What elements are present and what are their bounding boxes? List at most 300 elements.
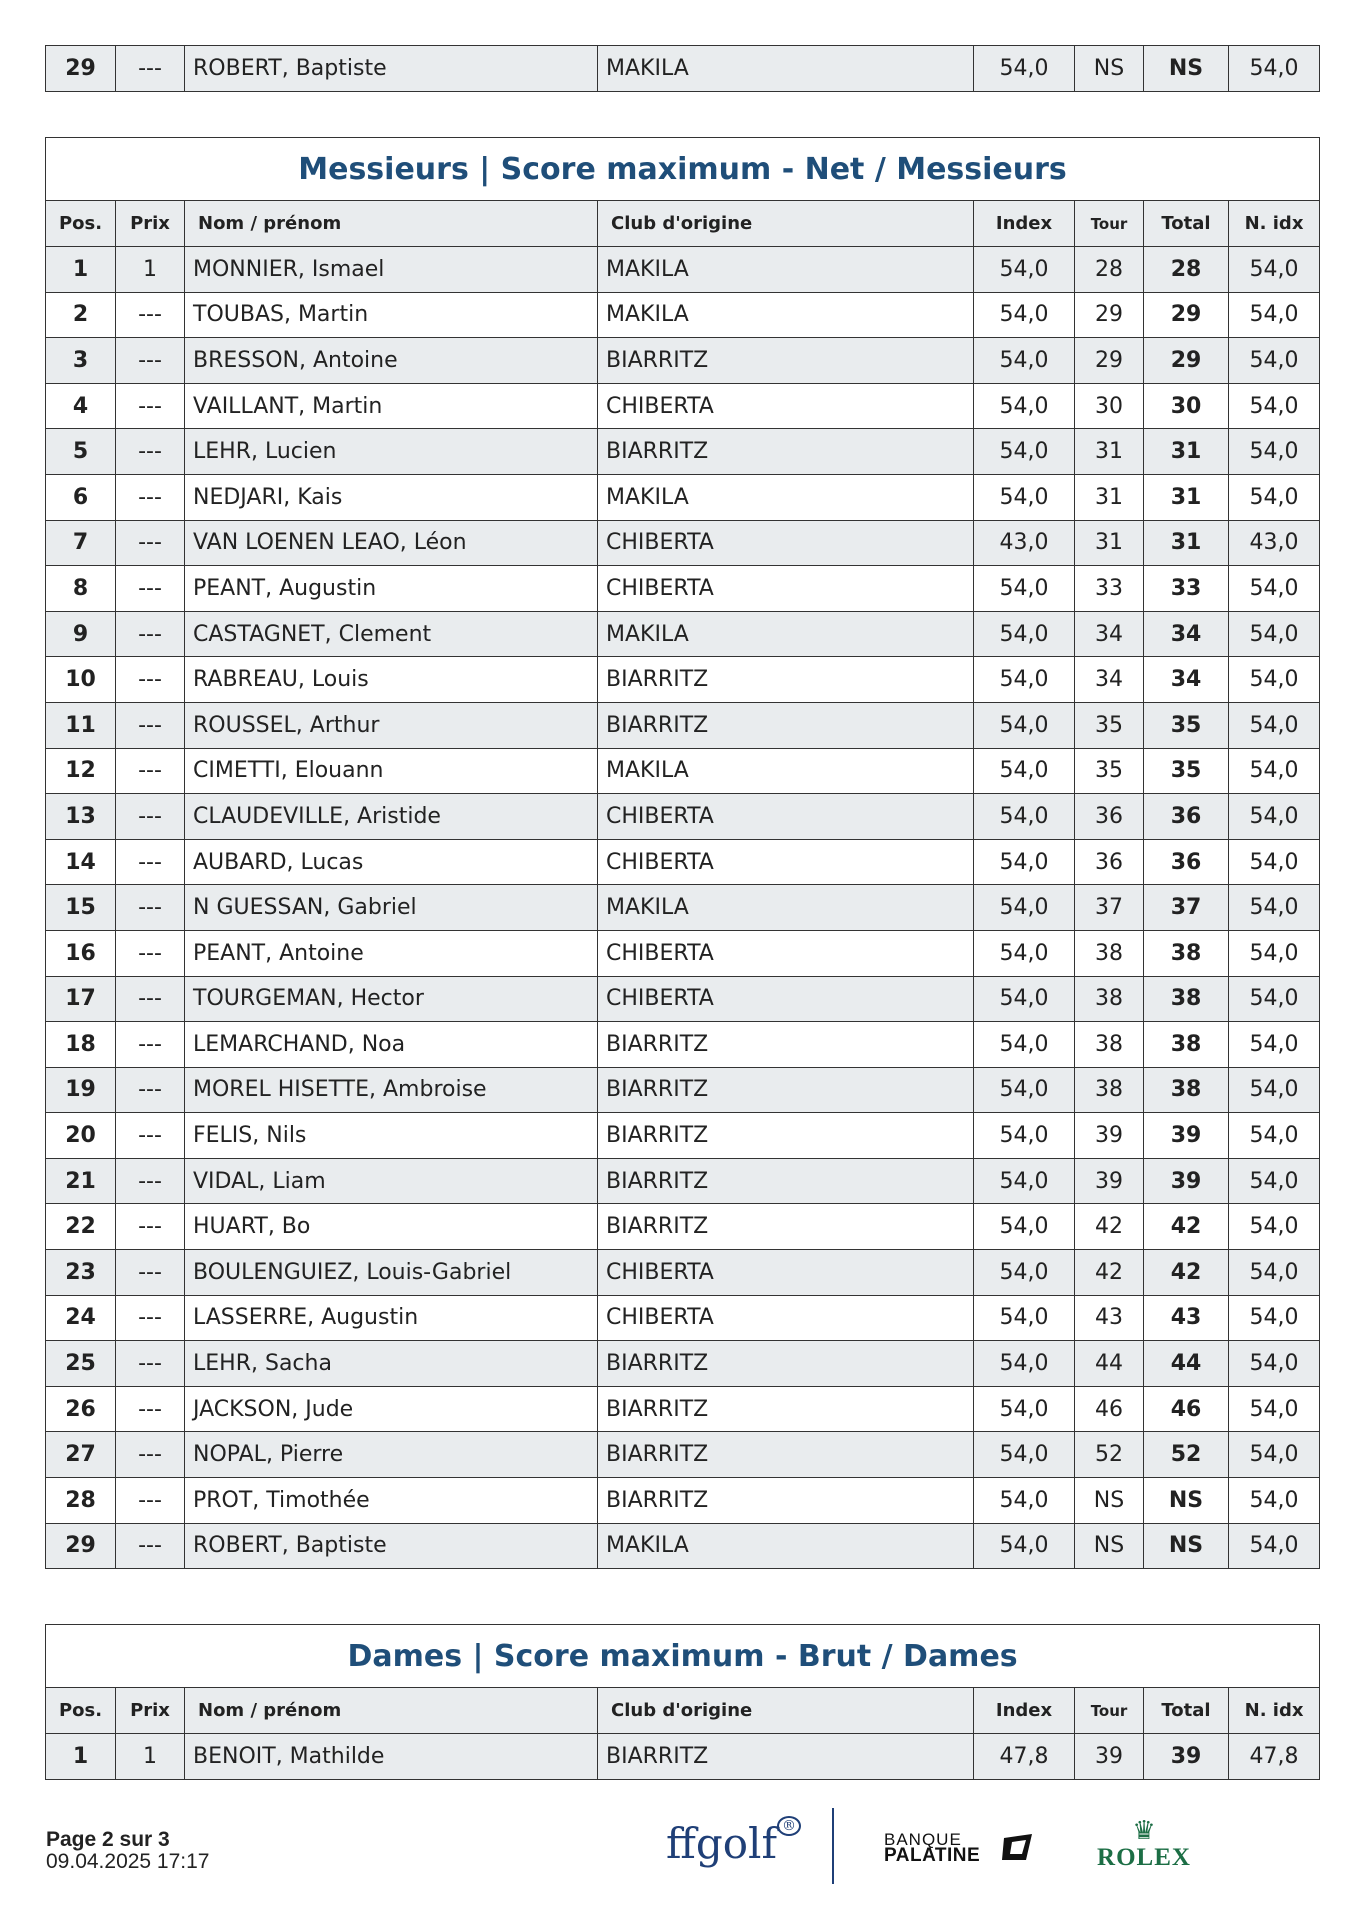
cell-prix: --- — [116, 474, 185, 520]
table-row — [46, 46, 1320, 92]
table-row — [46, 520, 1320, 566]
cell-pos: 2 — [46, 292, 116, 338]
cell-tour: 42 — [1075, 1250, 1144, 1296]
cell-nidx: 54,0 — [1229, 566, 1320, 612]
dames-section-title: Dames | Score maximum - Brut / Dames — [46, 1625, 1320, 1688]
cell-index: 43,0 — [974, 520, 1075, 566]
cell-total: 46 — [1144, 1386, 1229, 1432]
registered-mark-icon: ® — [777, 1816, 801, 1836]
cell-pos: 4 — [46, 383, 116, 429]
cell-index: 54,0 — [974, 429, 1075, 475]
cell-nidx: 54,0 — [1229, 1250, 1320, 1296]
col-header-tour: Tour — [1075, 201, 1144, 247]
rolex-logo — [1094, 1818, 1194, 1872]
cell-index: 54,0 — [974, 247, 1075, 293]
table-row — [46, 1204, 1320, 1250]
footer-divider — [832, 1808, 834, 1884]
cell-prix: --- — [116, 839, 185, 885]
cell-nom: ROBERT, Baptiste — [185, 46, 598, 92]
cell-nom: AUBARD, Lucas — [185, 839, 598, 885]
table-row — [46, 930, 1320, 976]
table-row — [46, 1341, 1320, 1387]
table-row — [46, 1113, 1320, 1159]
cell-index: 54,0 — [974, 1067, 1075, 1113]
cell-club: BIARRITZ — [598, 657, 974, 703]
cell-index: 54,0 — [974, 611, 1075, 657]
col-header-index: Index — [974, 1688, 1075, 1734]
cell-nom: ROBERT, Baptiste — [185, 1523, 598, 1569]
cell-nidx: 54,0 — [1229, 657, 1320, 703]
cell-nidx: 54,0 — [1229, 383, 1320, 429]
cell-tour: 30 — [1075, 383, 1144, 429]
col-header-nidx: N. idx — [1229, 201, 1320, 247]
cell-pos: 19 — [46, 1067, 116, 1113]
cell-prix: --- — [116, 976, 185, 1022]
cell-prix: --- — [116, 702, 185, 748]
cell-prix: --- — [116, 1250, 185, 1296]
cell-pos: 7 — [46, 520, 116, 566]
cell-tour: 44 — [1075, 1341, 1144, 1387]
cell-pos: 8 — [46, 566, 116, 612]
cell-total: NS — [1144, 1478, 1229, 1524]
cell-prix: --- — [116, 885, 185, 931]
cell-index: 54,0 — [974, 1341, 1075, 1387]
cell-total: 39 — [1144, 1734, 1229, 1780]
cell-pos: 22 — [46, 1204, 116, 1250]
cell-nom: LEMARCHAND, Noa — [185, 1022, 598, 1068]
table-row — [46, 702, 1320, 748]
table-row — [46, 1250, 1320, 1296]
cell-pos: 24 — [46, 1295, 116, 1341]
cell-total: 52 — [1144, 1432, 1229, 1478]
cell-nom: LASSERRE, Augustin — [185, 1295, 598, 1341]
col-header-pos: Pos. — [46, 201, 116, 247]
cell-total: 31 — [1144, 520, 1229, 566]
cell-total: 31 — [1144, 474, 1229, 520]
cell-prix: --- — [116, 1341, 185, 1387]
cell-tour: 46 — [1075, 1386, 1144, 1432]
cell-index: 54,0 — [974, 383, 1075, 429]
table-row — [46, 1067, 1320, 1113]
cell-tour: 38 — [1075, 1022, 1144, 1068]
cell-tour: 31 — [1075, 520, 1144, 566]
cell-prix: --- — [116, 930, 185, 976]
cell-index: 54,0 — [974, 976, 1075, 1022]
cell-tour: 29 — [1075, 338, 1144, 384]
cell-nom: NOPAL, Pierre — [185, 1432, 598, 1478]
cell-index: 54,0 — [974, 702, 1075, 748]
cell-club: MAKILA — [598, 474, 974, 520]
cell-total: 38 — [1144, 1022, 1229, 1068]
cell-tour: 35 — [1075, 702, 1144, 748]
table-row — [46, 566, 1320, 612]
cell-tour: 31 — [1075, 429, 1144, 475]
cell-prix: --- — [116, 338, 185, 384]
cell-index: 54,0 — [974, 1022, 1075, 1068]
cell-club: CHIBERTA — [598, 1250, 974, 1296]
cell-nom: NEDJARI, Kais — [185, 474, 598, 520]
table-row — [46, 976, 1320, 1022]
cell-club: MAKILA — [598, 46, 974, 92]
col-header-total: Total — [1144, 1688, 1229, 1734]
cell-pos: 15 — [46, 885, 116, 931]
cell-club: MAKILA — [598, 748, 974, 794]
cell-tour: 42 — [1075, 1204, 1144, 1250]
cell-club: MAKILA — [598, 1523, 974, 1569]
cell-nom: ROUSSEL, Arthur — [185, 702, 598, 748]
cell-tour: 36 — [1075, 839, 1144, 885]
ffgolf-wordmark: ffgolf — [666, 1819, 777, 1868]
cell-prix: --- — [116, 292, 185, 338]
col-header-total: Total — [1144, 201, 1229, 247]
cell-club: CHIBERTA — [598, 1295, 974, 1341]
cell-nom: TOUBAS, Martin — [185, 292, 598, 338]
cell-prix: --- — [116, 1022, 185, 1068]
cell-total: 39 — [1144, 1113, 1229, 1159]
cell-index: 54,0 — [974, 839, 1075, 885]
cell-nom: RABREAU, Louis — [185, 657, 598, 703]
cell-prix: --- — [116, 46, 185, 92]
banque-text: BANQUE — [884, 1830, 962, 1849]
cell-total: 31 — [1144, 429, 1229, 475]
table-row — [46, 657, 1320, 703]
cell-pos: 28 — [46, 1478, 116, 1524]
cell-pos: 25 — [46, 1341, 116, 1387]
cell-nidx: 54,0 — [1229, 839, 1320, 885]
cell-nidx: 54,0 — [1229, 976, 1320, 1022]
cell-nidx: 54,0 — [1229, 429, 1320, 475]
cell-pos: 9 — [46, 611, 116, 657]
top-table-body — [46, 46, 1320, 92]
cell-pos: 21 — [46, 1158, 116, 1204]
cell-club: BIARRITZ — [598, 338, 974, 384]
cell-tour: 39 — [1075, 1158, 1144, 1204]
cell-nidx: 54,0 — [1229, 292, 1320, 338]
cell-prix: --- — [116, 611, 185, 657]
table-row — [46, 1523, 1320, 1569]
cell-pos: 17 — [46, 976, 116, 1022]
cell-prix: --- — [116, 657, 185, 703]
cell-tour: 31 — [1075, 474, 1144, 520]
cell-nidx: 54,0 — [1229, 1432, 1320, 1478]
cell-nom: BENOIT, Mathilde — [185, 1734, 598, 1780]
cell-nidx: 47,8 — [1229, 1734, 1320, 1780]
cell-prix: 1 — [116, 1734, 185, 1780]
cell-pos: 11 — [46, 702, 116, 748]
col-header-club: Club d'origine — [598, 1688, 974, 1734]
cell-club: BIARRITZ — [598, 1432, 974, 1478]
cell-nom: TOURGEMAN, Hector — [185, 976, 598, 1022]
messieurs-results-table — [45, 137, 1320, 1569]
cell-tour: 34 — [1075, 611, 1144, 657]
cell-nom: HUART, Bo — [185, 1204, 598, 1250]
cell-tour: 33 — [1075, 566, 1144, 612]
cell-nom: PEANT, Augustin — [185, 566, 598, 612]
col-header-index: Index — [974, 201, 1075, 247]
cell-index: 54,0 — [974, 1478, 1075, 1524]
cell-tour: 52 — [1075, 1432, 1144, 1478]
cell-prix: 1 — [116, 247, 185, 293]
cell-club: CHIBERTA — [598, 520, 974, 566]
cell-prix: --- — [116, 1432, 185, 1478]
cell-total: 42 — [1144, 1204, 1229, 1250]
cell-index: 47,8 — [974, 1734, 1075, 1780]
cell-pos: 13 — [46, 794, 116, 840]
cell-pos: 3 — [46, 338, 116, 384]
cell-prix: --- — [116, 748, 185, 794]
cell-tour: 29 — [1075, 292, 1144, 338]
cell-nom: CLAUDEVILLE, Aristide — [185, 794, 598, 840]
cell-index: 54,0 — [974, 474, 1075, 520]
cell-total: 30 — [1144, 383, 1229, 429]
cell-club: BIARRITZ — [598, 1734, 974, 1780]
cell-index: 54,0 — [974, 1204, 1075, 1250]
cell-prix: --- — [116, 520, 185, 566]
cell-nom: CASTAGNET, Clement — [185, 611, 598, 657]
col-header-nom: Nom / prénom — [185, 1688, 598, 1734]
cell-total: 29 — [1144, 338, 1229, 384]
cell-prix: --- — [116, 1478, 185, 1524]
cell-total: 29 — [1144, 292, 1229, 338]
cell-pos: 1 — [46, 1734, 116, 1780]
table-row — [46, 1478, 1320, 1524]
col-header-tour: Tour — [1075, 1688, 1144, 1734]
cell-nidx: 54,0 — [1229, 885, 1320, 931]
dames-column-headers — [46, 1688, 1320, 1734]
cell-prix: --- — [116, 383, 185, 429]
cell-tour: 39 — [1075, 1113, 1144, 1159]
cell-nom: VAN LOENEN LEAO, Léon — [185, 520, 598, 566]
cell-nom: LEHR, Sacha — [185, 1341, 598, 1387]
cell-tour: 36 — [1075, 794, 1144, 840]
col-header-nom: Nom / prénom — [185, 201, 598, 247]
cell-nidx: 54,0 — [1229, 1067, 1320, 1113]
ffgolf-logo — [666, 1818, 801, 1868]
cell-total: 33 — [1144, 566, 1229, 612]
cell-club: CHIBERTA — [598, 383, 974, 429]
messieurs-section-title: Messieurs | Score maximum - Net / Messieurs — [46, 138, 1320, 201]
cell-nidx: 54,0 — [1229, 748, 1320, 794]
cell-club: BIARRITZ — [598, 1022, 974, 1068]
table-row — [46, 429, 1320, 475]
cell-club: CHIBERTA — [598, 930, 974, 976]
cell-tour: 39 — [1075, 1734, 1144, 1780]
cell-total: 34 — [1144, 657, 1229, 703]
cell-nom: PEANT, Antoine — [185, 930, 598, 976]
cell-tour: 35 — [1075, 748, 1144, 794]
cell-tour: NS — [1075, 46, 1144, 92]
cell-nidx: 54,0 — [1229, 794, 1320, 840]
cell-total: 43 — [1144, 1295, 1229, 1341]
cell-total: 28 — [1144, 247, 1229, 293]
banque-palatine-logo — [884, 1832, 980, 1864]
table-row — [46, 1734, 1320, 1780]
cell-tour: 38 — [1075, 930, 1144, 976]
cell-index: 54,0 — [974, 292, 1075, 338]
cell-nom: MOREL HISETTE, Ambroise — [185, 1067, 598, 1113]
cell-club: MAKILA — [598, 292, 974, 338]
cell-index: 54,0 — [974, 1523, 1075, 1569]
cell-club: MAKILA — [598, 885, 974, 931]
cell-pos: 10 — [46, 657, 116, 703]
messieurs-column-headers — [46, 201, 1320, 247]
cell-nom: BOULENGUIEZ, Louis-Gabriel — [185, 1250, 598, 1296]
table-row — [46, 611, 1320, 657]
cell-pos: 16 — [46, 930, 116, 976]
cell-index: 54,0 — [974, 657, 1075, 703]
cell-index: 54,0 — [974, 1295, 1075, 1341]
cell-total: 42 — [1144, 1250, 1229, 1296]
table-row — [46, 794, 1320, 840]
cell-tour: 37 — [1075, 885, 1144, 931]
cell-pos: 23 — [46, 1250, 116, 1296]
cell-total: 38 — [1144, 1067, 1229, 1113]
cell-total: 39 — [1144, 1158, 1229, 1204]
cell-index: 54,0 — [974, 1158, 1075, 1204]
cell-club: BIARRITZ — [598, 1386, 974, 1432]
col-header-prix: Prix — [116, 1688, 185, 1734]
cell-prix: --- — [116, 1523, 185, 1569]
cell-index: 54,0 — [974, 794, 1075, 840]
table-row — [46, 839, 1320, 885]
cell-nom: BRESSON, Antoine — [185, 338, 598, 384]
cell-nom: JACKSON, Jude — [185, 1386, 598, 1432]
cell-nidx: 43,0 — [1229, 520, 1320, 566]
cell-club: MAKILA — [598, 611, 974, 657]
col-header-nidx: N. idx — [1229, 1688, 1320, 1734]
cell-nidx: 54,0 — [1229, 474, 1320, 520]
messieurs-table-body — [46, 247, 1320, 1569]
table-row — [46, 1158, 1320, 1204]
page-info — [46, 1828, 210, 1874]
cell-total: NS — [1144, 46, 1229, 92]
table-row — [46, 885, 1320, 931]
table-row — [46, 247, 1320, 293]
cell-total: 34 — [1144, 611, 1229, 657]
cell-nom: N GUESSAN, Gabriel — [185, 885, 598, 931]
table-row — [46, 292, 1320, 338]
cell-prix: --- — [116, 429, 185, 475]
cell-nidx: 54,0 — [1229, 1478, 1320, 1524]
table-row — [46, 1022, 1320, 1068]
rolex-crown-icon: ♛ — [1132, 1816, 1156, 1845]
table-row — [46, 338, 1320, 384]
cell-nidx: 54,0 — [1229, 1022, 1320, 1068]
table-row — [46, 748, 1320, 794]
cell-club: BIARRITZ — [598, 1067, 974, 1113]
cell-index: 54,0 — [974, 46, 1075, 92]
dames-results-table — [45, 1624, 1320, 1780]
cell-index: 54,0 — [974, 930, 1075, 976]
cell-total: 35 — [1144, 748, 1229, 794]
cell-nom: MONNIER, Ismael — [185, 247, 598, 293]
cell-nidx: 54,0 — [1229, 702, 1320, 748]
page-number: Page 2 sur 3 — [46, 1828, 170, 1851]
cell-index: 54,0 — [974, 1432, 1075, 1478]
cell-club: BIARRITZ — [598, 702, 974, 748]
col-header-club: Club d'origine — [598, 201, 974, 247]
cell-tour: 28 — [1075, 247, 1144, 293]
col-header-pos: Pos. — [46, 1688, 116, 1734]
cell-total: 36 — [1144, 839, 1229, 885]
cell-index: 54,0 — [974, 338, 1075, 384]
cell-nidx: 54,0 — [1229, 247, 1320, 293]
cell-nidx: 54,0 — [1229, 1158, 1320, 1204]
cell-nidx: 54,0 — [1229, 338, 1320, 384]
cell-club: BIARRITZ — [598, 429, 974, 475]
col-header-prix: Prix — [116, 201, 185, 247]
cell-index: 54,0 — [974, 748, 1075, 794]
cell-nom: VIDAL, Liam — [185, 1158, 598, 1204]
cell-pos: 1 — [46, 247, 116, 293]
cell-nidx: 54,0 — [1229, 46, 1320, 92]
cell-nidx: 54,0 — [1229, 1295, 1320, 1341]
cell-index: 54,0 — [974, 1113, 1075, 1159]
cell-prix: --- — [116, 1295, 185, 1341]
cell-nom: LEHR, Lucien — [185, 429, 598, 475]
cell-prix: --- — [116, 794, 185, 840]
cell-club: CHIBERTA — [598, 976, 974, 1022]
cell-prix: --- — [116, 1204, 185, 1250]
cell-tour: NS — [1075, 1478, 1144, 1524]
cell-index: 54,0 — [974, 1250, 1075, 1296]
cell-tour: 38 — [1075, 976, 1144, 1022]
cell-pos: 20 — [46, 1113, 116, 1159]
cell-pos: 26 — [46, 1386, 116, 1432]
cell-pos: 29 — [46, 46, 116, 92]
cell-tour: NS — [1075, 1523, 1144, 1569]
top-results-table — [45, 45, 1320, 92]
cell-pos: 12 — [46, 748, 116, 794]
cell-pos: 18 — [46, 1022, 116, 1068]
cell-club: CHIBERTA — [598, 839, 974, 885]
cell-pos: 29 — [46, 1523, 116, 1569]
cell-nidx: 54,0 — [1229, 611, 1320, 657]
cell-prix: --- — [116, 1067, 185, 1113]
cell-club: BIARRITZ — [598, 1113, 974, 1159]
table-row — [46, 1386, 1320, 1432]
cell-nom: FELIS, Nils — [185, 1113, 598, 1159]
table-row — [46, 383, 1320, 429]
cell-tour: 38 — [1075, 1067, 1144, 1113]
cell-total: 38 — [1144, 930, 1229, 976]
cell-index: 54,0 — [974, 885, 1075, 931]
cell-total: NS — [1144, 1523, 1229, 1569]
table-row — [46, 474, 1320, 520]
cell-nidx: 54,0 — [1229, 1204, 1320, 1250]
cell-club: MAKILA — [598, 247, 974, 293]
palatine-text: PALATINE — [884, 1845, 981, 1866]
cell-index: 54,0 — [974, 566, 1075, 612]
dames-table-body — [46, 1734, 1320, 1780]
cell-prix: --- — [116, 566, 185, 612]
rolex-wordmark: ROLEX — [1097, 1844, 1191, 1871]
cell-pos: 27 — [46, 1432, 116, 1478]
cell-pos: 5 — [46, 429, 116, 475]
table-row — [46, 1295, 1320, 1341]
cell-total: 35 — [1144, 702, 1229, 748]
cell-club: CHIBERTA — [598, 794, 974, 840]
cell-total: 44 — [1144, 1341, 1229, 1387]
cell-nidx: 54,0 — [1229, 930, 1320, 976]
cell-nidx: 54,0 — [1229, 1523, 1320, 1569]
print-datetime: 09.04.2025 17:17 — [46, 1850, 210, 1873]
cell-tour: 43 — [1075, 1295, 1144, 1341]
cell-nom: PROT, Timothée — [185, 1478, 598, 1524]
cell-nidx: 54,0 — [1229, 1341, 1320, 1387]
cell-index: 54,0 — [974, 1386, 1075, 1432]
cell-nom: CIMETTI, Elouann — [185, 748, 598, 794]
